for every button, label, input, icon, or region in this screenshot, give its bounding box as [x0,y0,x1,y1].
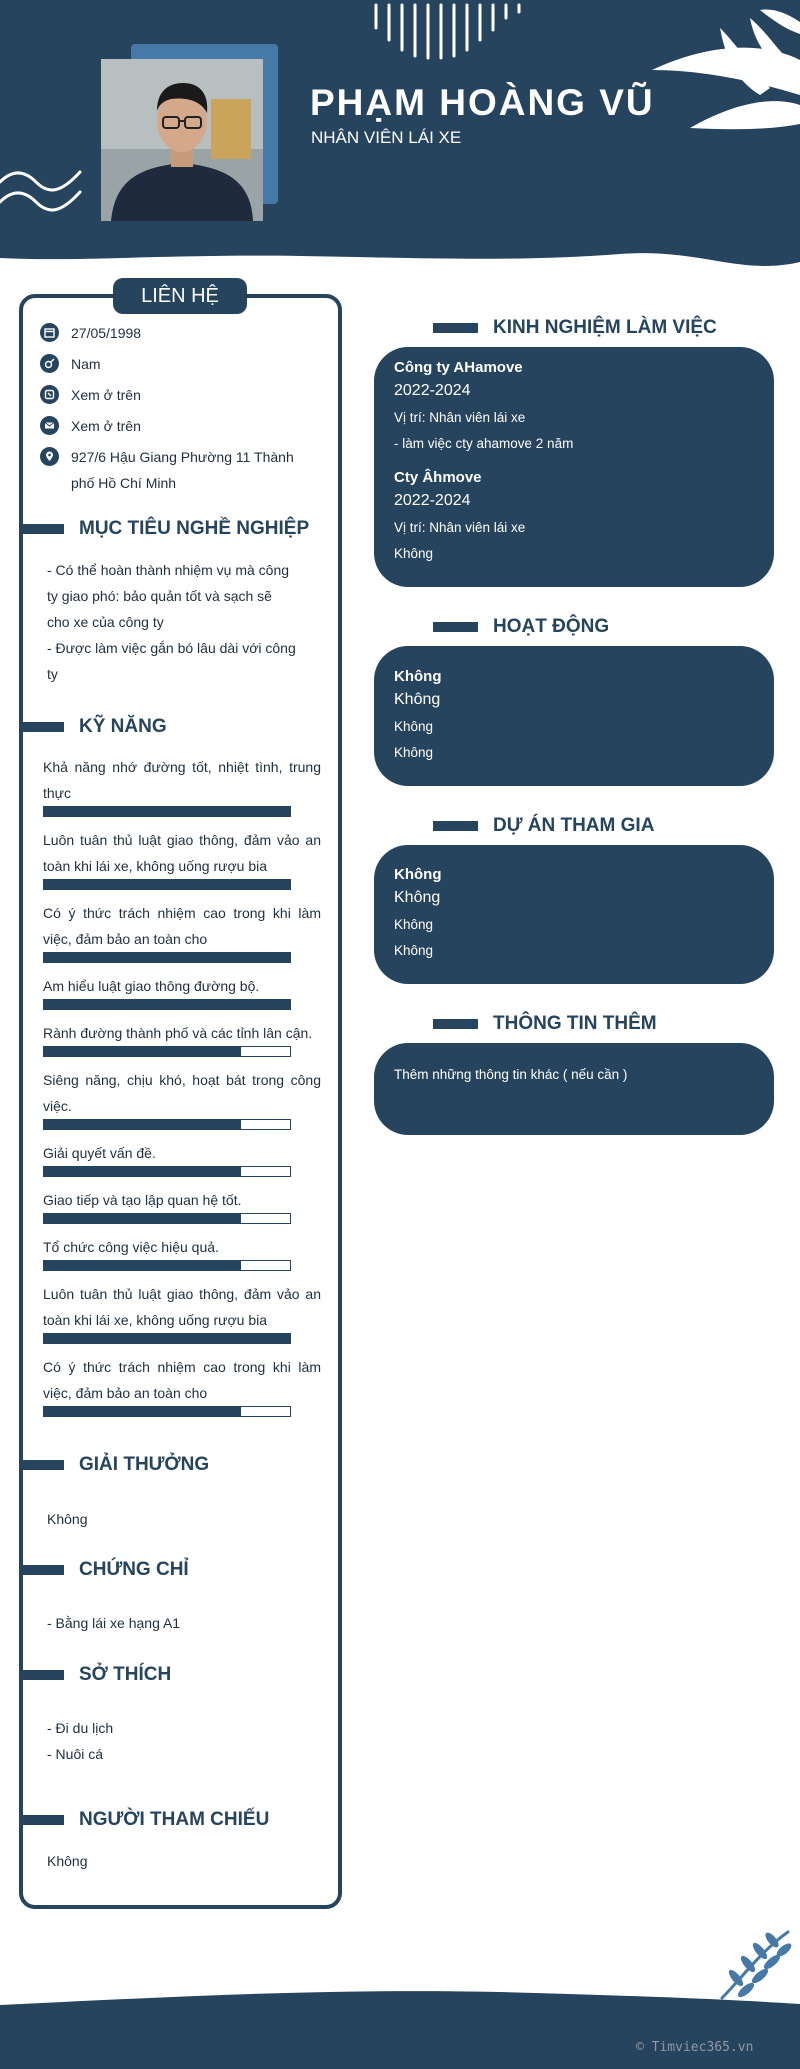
activities-heading [433,616,609,638]
leaf-branch-icon [722,1931,793,2000]
address-line-1: 927/6 Hậu Giang Phường 11 Thành [71,449,294,465]
experience-card [374,347,774,587]
job-company: Công ty AHamove [394,359,523,376]
skill-progress-fill [44,1407,241,1416]
skill-progress-fill [44,1214,241,1223]
extra-info-card [374,1043,774,1135]
objective-heading [19,518,309,540]
skill-label: Luôn tuân thủ luật giao thông, đảm vảo an toàn khi lái xe, không uống rượu bia [43,1286,321,1328]
project-description: Không [394,943,434,958]
activities-card [374,646,774,786]
references-heading [19,1809,269,1831]
activity-period: Không [394,691,441,708]
objective-text: - Có thể hoàn thành nhiệm vụ mà công ty giao phó: bảo quản tốt và sạch sẽ cho xe của công ty - Được làm việc gắn bó lâu dài với công ty [47,562,296,682]
hobby-item: - Nuôi cá [47,1746,104,1762]
location-pin-icon [40,447,59,466]
extra-info-title: THÔNG TIN THÊM [493,1013,657,1034]
skill-progress-fill [44,1334,290,1343]
awards-heading [19,1454,209,1476]
skill-progress-fill [44,1261,241,1270]
skill-progress-bar [43,806,291,817]
project-period: Không [394,889,441,906]
projects-heading [433,815,654,837]
skill-progress-fill [44,1167,241,1176]
job-period: 2022-2024 [394,382,471,399]
job-description: - làm việc cty ahamove 2 năm [394,436,574,451]
contact-title: LIÊN HỆ [113,278,247,314]
skill-label: Giao tiếp và tạo lập quan hệ tốt. [43,1192,242,1208]
skill-progress-bar [43,1260,291,1271]
skill-label: Tổ chức công việc hiệu quả. [43,1239,219,1255]
references-text: Không [47,1853,88,1869]
gender-icon [40,354,59,373]
envelope-icon [40,416,59,435]
skill-progress-bar [43,1166,291,1177]
phone-value: Xem ở trên [71,387,141,403]
activity-description: Không [394,745,434,760]
gender-value: Nam [71,356,101,372]
hobbies-list [47,1715,113,1767]
job-description: Không [394,546,434,561]
skills-heading [19,716,167,738]
extra-info-text: Thêm những thông tin khác ( nếu cần ) [394,1067,628,1082]
contact-gender [40,355,101,377]
skill-label: Am hiểu luật giao thông đường bộ. [43,978,260,994]
email-value: Xem ở trên [71,418,141,434]
header [0,0,800,275]
skill-label: Luôn tuân thủ luật giao thông, đảm vảo an toàn khi lái xe, không uống rượu bia [43,832,321,874]
projects-card [374,845,774,984]
birthday-value: 27/05/1998 [71,325,142,341]
activity-name: Không [394,668,442,685]
certificates-heading [19,1559,189,1581]
skill-progress-bar [43,1333,291,1344]
skill-progress-fill [44,1120,241,1129]
activity-role: Không [394,719,434,734]
candidate-name: PHẠM HOÀNG VŨ [310,82,655,123]
hobbies-title: SỞ THÍCH [79,1664,172,1685]
experience-heading [433,317,717,339]
skill-label: Giải quyết vấn đề. [43,1145,156,1161]
watermark: © Timviec365.vn [636,2040,754,2055]
skill-progress-bar [43,1046,291,1057]
skill-progress-bar [43,1213,291,1224]
skill-progress-fill [44,807,290,816]
address-line-2: phố Hồ Chí Minh [71,475,177,491]
contact-email [40,417,141,439]
contact-birthday [40,324,141,346]
skill-progress-fill [44,953,290,962]
skill-label: Khả năng nhớ đường tốt, nhiệt tình, trung thực [43,759,321,801]
hobby-item: - Đi du lịch [47,1720,114,1736]
skill-label: Có ý thức trách nhiệm cao trong khi làm việc, đảm bảo an toàn cho [43,1359,321,1401]
project-name: Không [394,866,442,883]
skill-progress-bar [43,1119,291,1130]
projects-title: DỰ ÁN THAM GIA [493,815,655,836]
activities-title: HOẠT ĐỘNG [493,616,610,637]
skill-progress-fill [44,880,290,889]
skill-label: Có ý thức trách nhiệm cao trong khi làm việc, đảm bảo an toàn cho [43,905,321,947]
skill-progress-bar [43,999,291,1010]
avatar [101,59,263,221]
skill-progress-bar [43,952,291,963]
awards-title: GIẢI THƯỞNG [79,1454,210,1475]
skill-label: Siêng năng, chịu khó, hoạt bát trong công việc. [43,1072,321,1114]
skill-progress-bar [43,1406,291,1417]
calendar-icon [40,323,59,342]
contact-phone [40,386,141,408]
job-period: 2022-2024 [394,492,471,509]
phone-icon [40,385,59,404]
skill-progress-fill [44,1047,241,1056]
awards-text: Không [47,1511,88,1527]
skill-label: Rành đường thành phố và các tỉnh lân cận. [43,1025,313,1041]
skill-progress-fill [44,1000,290,1009]
extra-info-heading [433,1013,657,1035]
experience-title: KINH NGHIỆM LÀM VIỆC [493,317,717,338]
objective-title: MỤC TIÊU NGHỀ NGHIỆP [79,518,310,539]
hobbies-heading [19,1664,171,1686]
certificates-text: - Bằng lái xe hạng A1 [47,1615,181,1631]
certificates-title: CHỨNG CHỈ [79,1559,189,1580]
project-role: Không [394,917,434,932]
job-title: NHÂN VIÊN LÁI XE [311,128,462,147]
skills-title: KỸ NĂNG [79,716,167,737]
contact-address [40,448,294,496]
references-title: NGƯỜI THAM CHIẾU [79,1809,270,1830]
job-position: Vị trí: Nhân viên lái xe [394,520,526,535]
skill-progress-bar [43,879,291,890]
job-position: Vị trí: Nhân viên lái xe [394,410,526,425]
job-company: Cty Âhmove [394,469,482,486]
